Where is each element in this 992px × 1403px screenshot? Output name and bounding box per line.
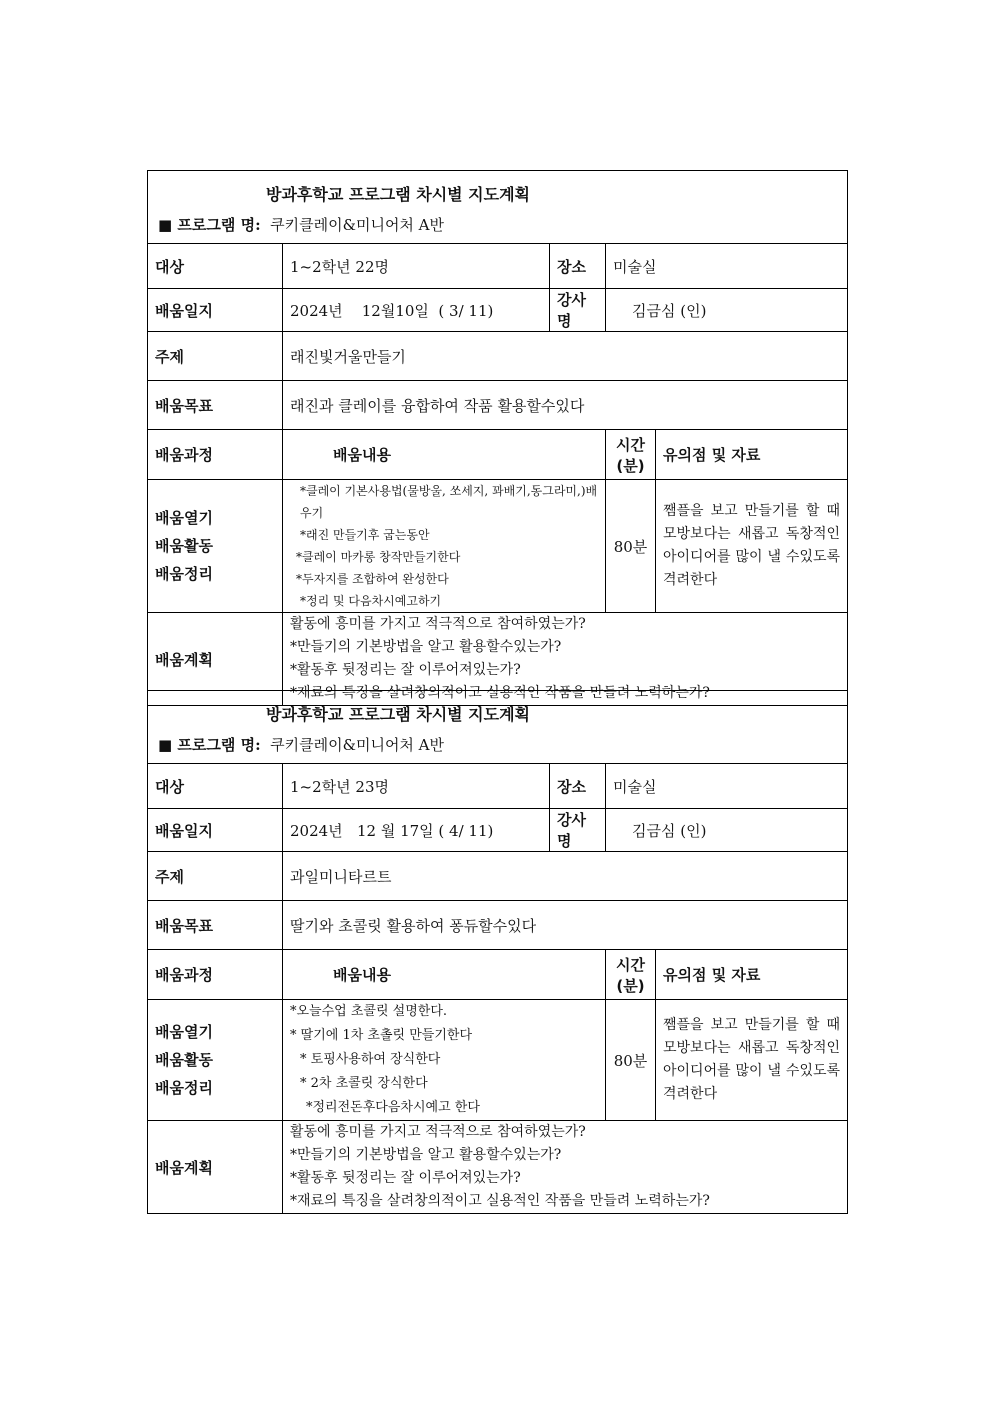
process-step: 배움활동: [155, 537, 213, 555]
target-value: 1~2학년 22명: [283, 244, 550, 289]
content-line: *두자지를 조합하여 완성한다: [296, 572, 449, 586]
program-name: 쿠키클레이&미니어처 A반: [270, 736, 445, 754]
target-value: 1~2학년 23명: [283, 764, 550, 809]
lesson-plan-table-1: [147, 170, 848, 706]
date-value: 2024년 12월10일 ( 3/ 11): [283, 289, 550, 332]
process-label: 배움과정: [148, 430, 283, 480]
notes-label: 유의점 및 자료: [656, 950, 848, 1000]
place-value: 미술실: [606, 764, 848, 809]
notes-value: 쨈플을 보고 만들기를 할 때 모방보다는 새롭고 독창적인 아이디어를 많이 낼 수있도록 격려한다: [656, 1000, 848, 1121]
process-steps: [148, 1000, 283, 1121]
date-label: 배움일지: [148, 809, 283, 852]
place-label: 장소: [550, 244, 606, 289]
plan-line: *활동후 뒷정리는 잘 이루어져있는가?: [290, 1170, 521, 1186]
plan-line: *활동후 뒷정리는 잘 이루어져있는가?: [290, 662, 521, 678]
plan-header: [148, 691, 848, 764]
content-line: *래진 만들기후 굽는동안: [300, 528, 430, 542]
program-label: ■ 프로그램 명:: [158, 736, 261, 754]
program-line: [158, 733, 837, 757]
time-label: 시간(분): [606, 950, 656, 1000]
content-line: *클레이 기본사용법(물방울, 쏘세지, 꽈배기,동그라미,)배우기: [300, 484, 598, 520]
time-value: 80분: [606, 1000, 656, 1121]
process-step: 배움정리: [155, 565, 213, 583]
program-label: ■ 프로그램 명:: [158, 216, 261, 234]
content-line: *오늘수업 초콜릿 설명한다.: [290, 1004, 448, 1019]
content-line: *클레이 마카롱 창작만들기한다: [296, 550, 461, 564]
process-step: 배움열기: [155, 1023, 213, 1041]
topic-label: 주제: [148, 332, 283, 381]
process-label: 배움과정: [148, 950, 283, 1000]
teacher-value: 김금심 (인): [606, 809, 848, 852]
content-line: *정리전돈후다음차시예고 한다: [306, 1100, 480, 1115]
target-label: 대상: [148, 764, 283, 809]
goal-value: 래진과 클레이를 융합하여 작품 활용할수있다: [283, 381, 848, 430]
topic-value: 과일미니타르트: [283, 852, 848, 901]
plan-line: *재료의 특징을 살려창의적이고 실용적인 작품을 만들려 노력하는가?: [290, 685, 710, 701]
goal-label: 배움목표: [148, 901, 283, 950]
place-value: 미술실: [606, 244, 848, 289]
plan-line: *만들기의 기본방법을 알고 활용할수있는가?: [290, 639, 562, 655]
content-list: [283, 480, 606, 613]
plan-line: *재료의 특징을 살려창의적이고 실용적인 작품을 만들려 노력하는가?: [290, 1193, 710, 1209]
plan-list: [283, 1121, 848, 1214]
time-value: 80분: [606, 480, 656, 613]
teacher-label: 강사명: [550, 289, 606, 332]
content-line: * 딸기에 1차 초촐릿 만들기한다: [290, 1028, 472, 1043]
content-line: * 2차 초콜릿 장식한다: [300, 1076, 428, 1091]
target-label: 대상: [148, 244, 283, 289]
plan-header: [148, 171, 848, 244]
content-line: * 토핑사용하여 장식한다: [300, 1052, 441, 1067]
process-step: 배움정리: [155, 1079, 213, 1097]
lesson-plan-table-2: [147, 690, 848, 1214]
goal-label: 배움목표: [148, 381, 283, 430]
topic-label: 주제: [148, 852, 283, 901]
place-label: 장소: [550, 764, 606, 809]
program-line: [158, 213, 837, 237]
process-step: 배움열기: [155, 509, 213, 527]
plan-line: 활동에 흥미를 가지고 적극적으로 참여하였는가?: [290, 1124, 586, 1140]
plan-title: 방과후학교 프로그램 차시별 지도계획: [266, 705, 531, 724]
time-label: 시간(분): [606, 430, 656, 480]
plan-line: 활동에 흥미를 가지고 적극적으로 참여하였는가?: [290, 616, 586, 632]
notes-value: 쨈플을 보고 만들기를 할 때 모방보다는 새롭고 독창적인 아이디어를 많이 낼 수있도록 격려한다: [656, 480, 848, 613]
teacher-label: 강사명: [550, 809, 606, 852]
notes-label: 유의점 및 자료: [656, 430, 848, 480]
plan-label: 배움계획: [148, 613, 283, 706]
process-steps: [148, 480, 283, 613]
content-label: 배움내용: [283, 430, 606, 480]
plan-line: *만들기의 기본방법을 알고 활용할수있는가?: [290, 1147, 562, 1163]
content-line: *정리 및 다음차시예고하기: [300, 594, 442, 608]
program-name: 쿠키클레이&미니어처 A반: [270, 216, 445, 234]
topic-value: 래진빛거울만들기: [283, 332, 848, 381]
content-label: 배움내용: [283, 950, 606, 1000]
plan-title: 방과후학교 프로그램 차시별 지도계획: [266, 185, 531, 204]
plan-label: 배움계획: [148, 1121, 283, 1214]
teacher-value: 김금심 (인): [606, 289, 848, 332]
content-list: [283, 1000, 606, 1121]
date-value: 2024년 12 월 17일 ( 4/ 11): [283, 809, 550, 852]
date-label: 배움일지: [148, 289, 283, 332]
goal-value: 딸기와 초콜릿 활용하여 퐁듀할수있다: [283, 901, 848, 950]
process-step: 배움활동: [155, 1051, 213, 1069]
